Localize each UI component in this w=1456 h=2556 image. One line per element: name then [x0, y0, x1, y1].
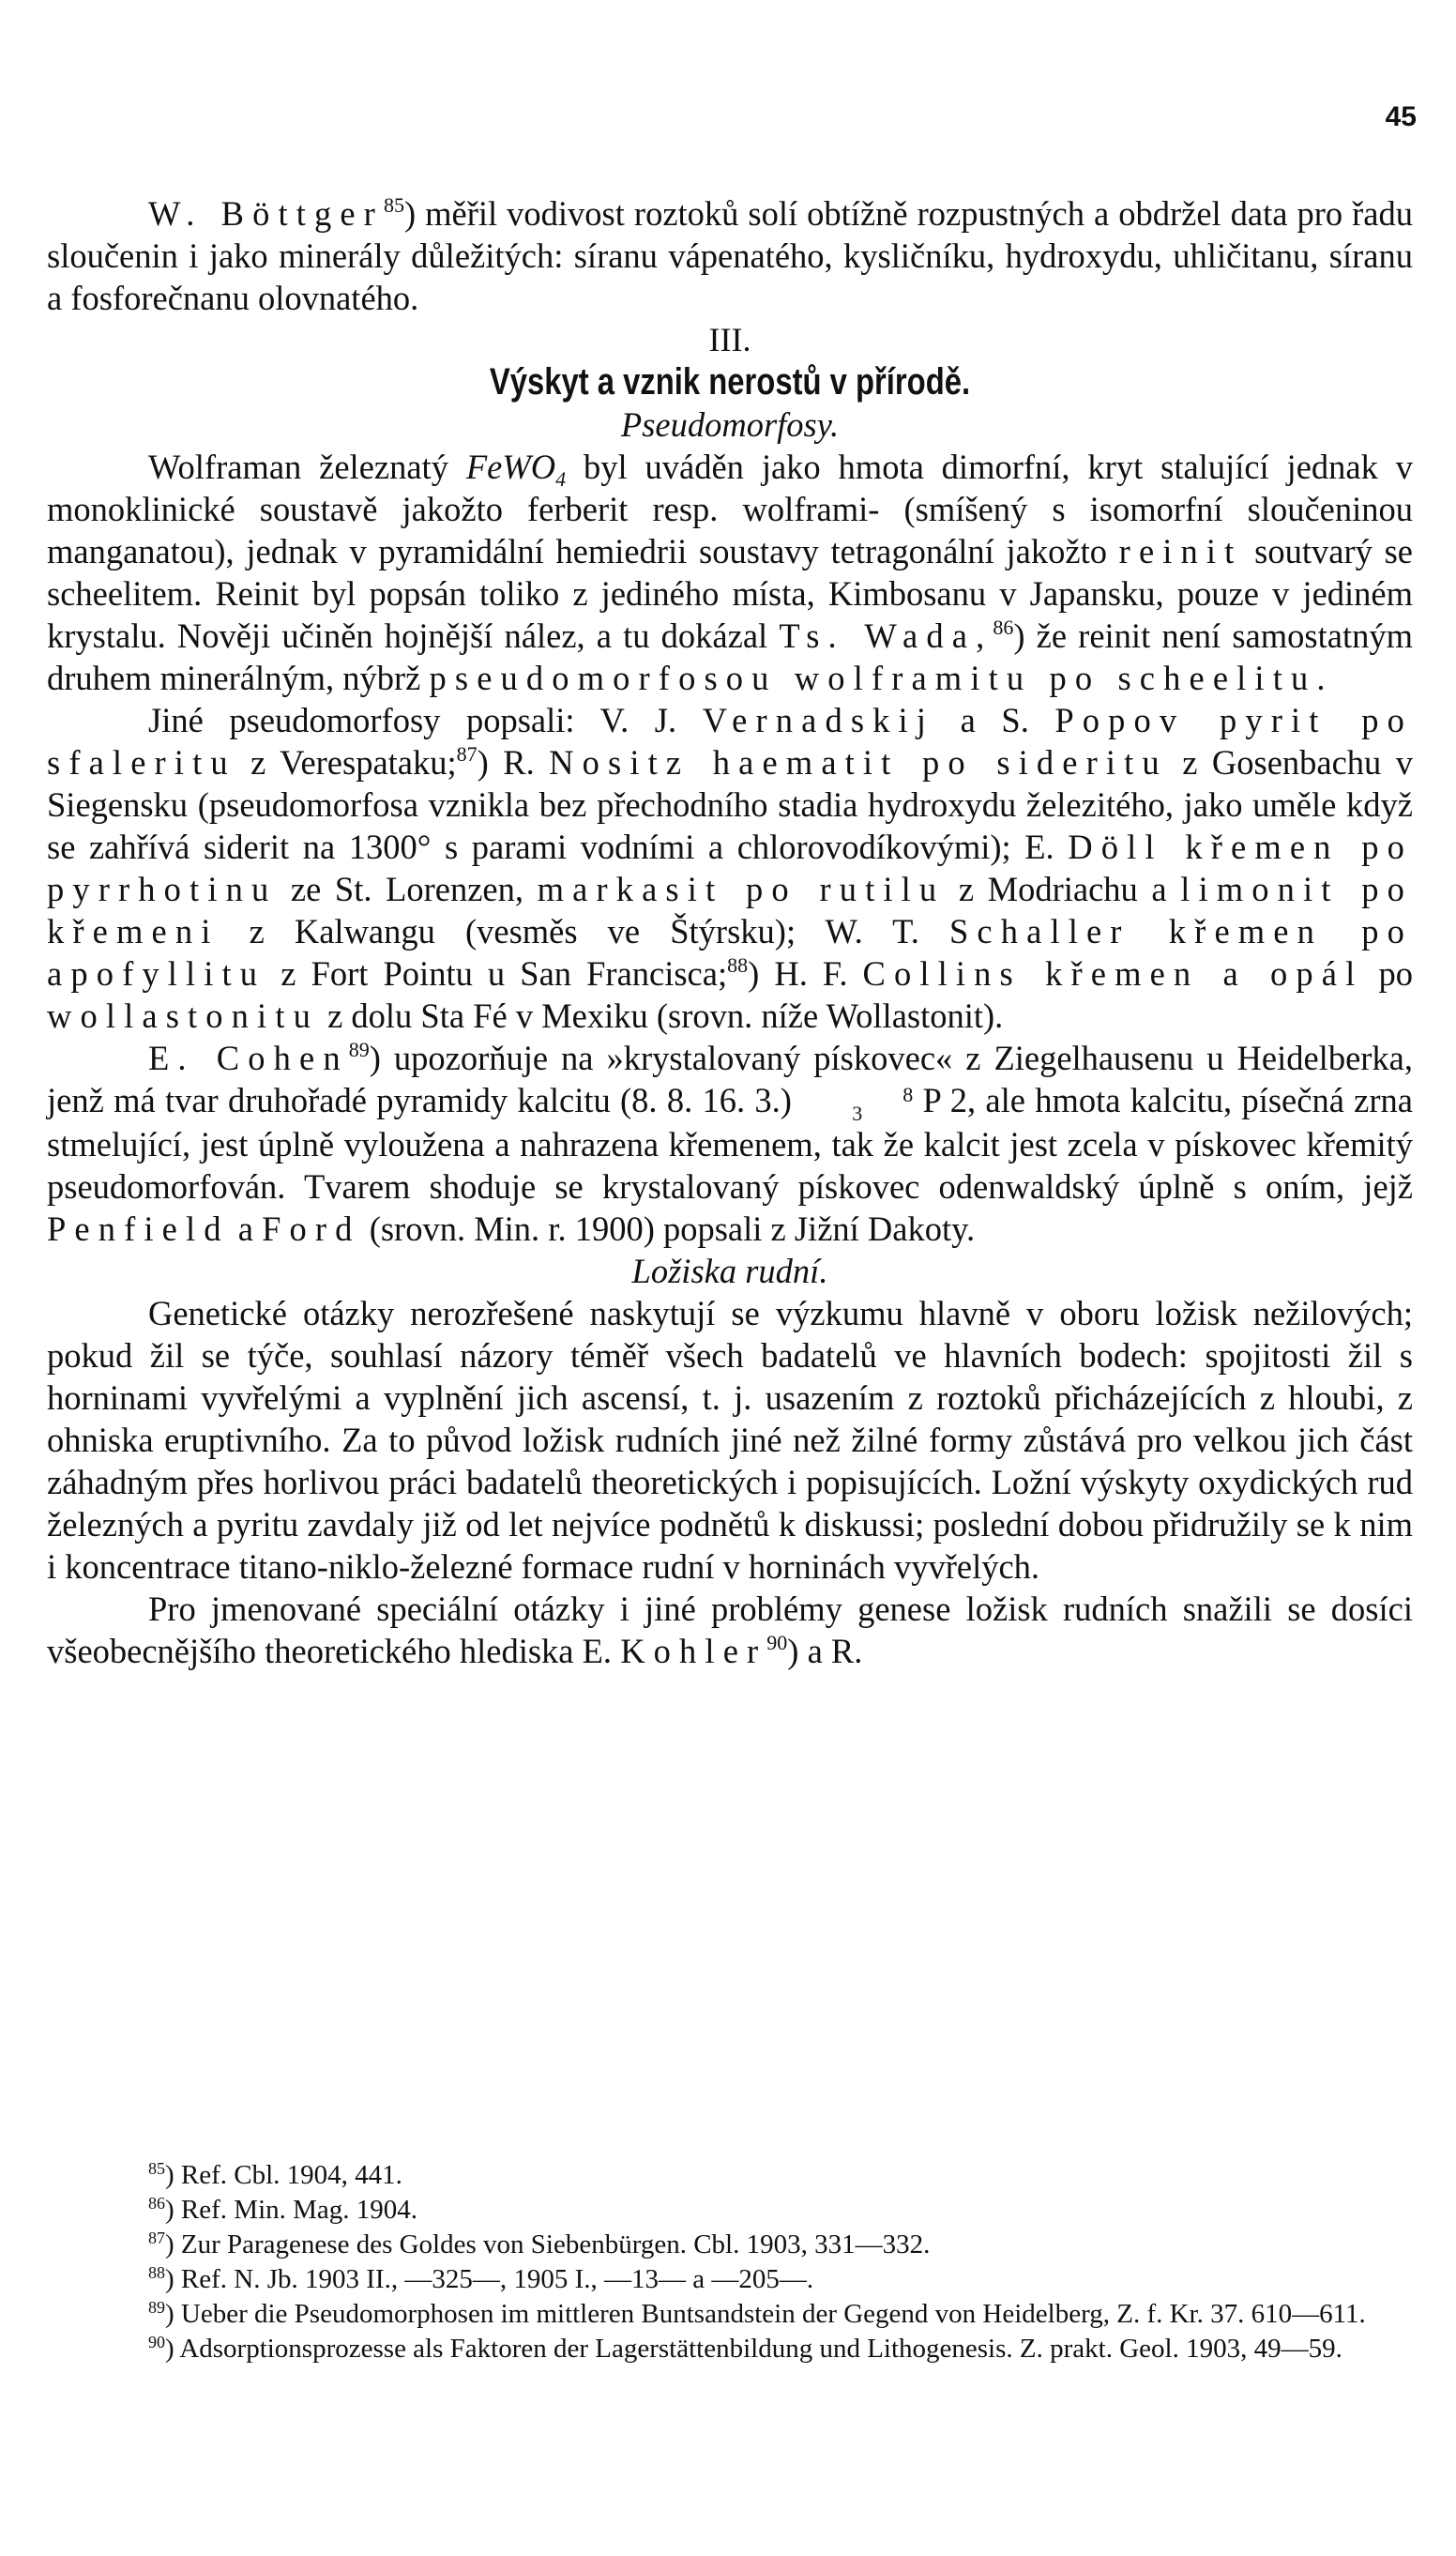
- paragraph-cohen: E. Cohen$^{89}$) upozorňuje na »krystalovaný pískovec« z Ziegelhausenu u Heidelberka, jenž má tvar druhořadé pyramidy kalcitu (8. 8. 16. 3.) 8 3 P 2, ale hmota kalcitu, písečná zrna stmelující, jest úplně vyloužena a nahrazena křemenem, tak že kalcit jest zcela v pískovec křemitý pseudomorfován. Tvarem shoduje se krystalovaný pískovec odenwaldský úplně s oním, jejž Penfield a Ford (srovn. Min. r. 1900) popsali z Jižní Dakoty.: [47, 1038, 1413, 1248]
- main-text: [47, 192, 1413, 1672]
- footnote-ref[interactable]: 88: [727, 953, 749, 977]
- footnote-ref[interactable]: 86: [993, 616, 1014, 639]
- footnote-ref[interactable]: 89: [348, 1038, 370, 1061]
- footnote: $^{90}$) Adsorptionsprozesse als Faktoren der Lagerstättenbildung und Lithogenesis. Z. prakt. Geol. 1903, 49—59.: [148, 2333, 1342, 2364]
- paragraph-kohler: Pro jmenované speciální otázky i jiné problémy genese ložisk rudních snažili se dosíci všeobecnějšího theoretického hlediska E. Kohler$^{90}$) a R.: [47, 1589, 1413, 1670]
- fraction: 8 3: [852, 1082, 914, 1125]
- footnote: $^{89}$) Ueber die Pseudomorphosen im mittleren Buntsandstein der Gegend von Heidelberg, Z. f. Kr. 37. 610—611.: [148, 2298, 1366, 2329]
- paragraph-other-pseudomorphs: Jiné pseudomorfosy popsali: V. J. Vernadskij a S. Popov pyrit po sfaleritu z Verespataku;$^{87}$) R. Nositz haematit po sideritu z Gosenbachu v Siegensku (pseudomorfosa vznikla bez přechodního stadia hydroxydu železitého, jako uměle když se zahřívá siderit na 1300° s parami vodními a chlorovodíkovými); E. Döll křemen po pyrrhotinu ze St. Lorenzen, markasit po rutilu z Modriachu a limonit po křemeni z Kalwangu (vesměs ve Štýrsku); W. T. Schaller křemen po apofyllitu z Fort Pointu u San Francisca;$^{88}$) H. F. Collins křemen a opál po wollastonitu z dolu Sta Fé v Mexiku (srovn. níže Wollastonit).: [47, 701, 1413, 1035]
- paragraph-wolframan: Wolframan železnatý FeWO$_4$ byl uváděn jako hmota dimorfní, kryt stalující jednak v monoklinické soustavě jakožto ferberit resp. wolframi- (smíšený s isomorfní sloučeninou manganatou), jednak v pyramidální hemiedrii soustavy tetragonální jakožto reinit soutvarý se scheelitem. Reinit byl popsán toliko z jediného místa, Kimbosanu v Japansku, pouze v jediném krystalu. Nověji učiněn hojnější nález, a tu dokázal Ts. Wada,$^{86}$) že reinit není samostatným druhem minerálným, nýbrž pseudomorfosou wolframitu po scheelitu.: [47, 448, 1413, 697]
- footnote-ref[interactable]: 85: [383, 193, 404, 217]
- footnotes: [47, 2158, 1413, 2366]
- footnote: $^{87}$) Zur Paragenese des Goldes von Siebenbürgen. Cbl. 1903, 331—332.: [148, 2229, 931, 2259]
- section-number: III.: [708, 321, 751, 358]
- paragraph-bottger: W. Böttger$^{85}$) měřil vodivost roztoků solí obtížně rozpustných a obdržel data pro řadu sloučenin i jako minerály důležitých: síranu vápenatého, kysličníku, hydroxydu, uhličitanu, síranu a fosforečnanu olovnatého.: [47, 193, 1413, 317]
- author-name: Ts. Wada,: [779, 616, 993, 655]
- section-title: Výskyt a vznik nerostů v přírodě.: [489, 361, 971, 403]
- footnote: $^{86}$) Ref. Min. Mag. 1904.: [148, 2194, 418, 2225]
- author-name: W. Böttger: [148, 194, 384, 233]
- footnote-ref[interactable]: 87: [456, 742, 478, 766]
- footnote: $^{85}$) Ref. Cbl. 1904, 441.: [148, 2159, 402, 2190]
- paragraph-genetic-questions: Genetické otázky nerozřešené naskytují se výzkumu hlavně v oboru ložisk nežilových; pokud žil se týče, souhlasí názory téměř všech badatelů ve hlavních bodech: spojitosti žil s horninami vyvřelými a vyplnění jich ascensí, t. j. usazením z roztoků přicházejících z hloubi, z ohniska eruptivního. Za to původ ložisk rudních jiné než žilné formy zůstává pro velkou jich část záhadným přes horlivou práci badatelů theoretických i popisujících. Ložní výskyty oxydických rud železných a pyritu zavdaly již od let nejvíce podnětů k diskussi; poslední dobou přidružily se k nim i koncentrace titano-niklo-železné formace rudní v horninách vyvřelých.: [47, 1293, 1413, 1586]
- footnote-ref[interactable]: 90: [766, 1630, 788, 1654]
- chemical-formula: FeWO$_4$: [465, 448, 567, 491]
- subheading-pseudomorfosy: Pseudomorfosy.: [620, 405, 840, 444]
- page-number: 45: [1385, 101, 1417, 132]
- footnote: $^{88}$) Ref. N. Jb. 1903 II., —325—, 1905 I., —13— a —205—.: [148, 2263, 814, 2294]
- subheading-loziska: Ložiska rudní.: [631, 1251, 828, 1290]
- author-name: E. Cohen: [148, 1039, 349, 1077]
